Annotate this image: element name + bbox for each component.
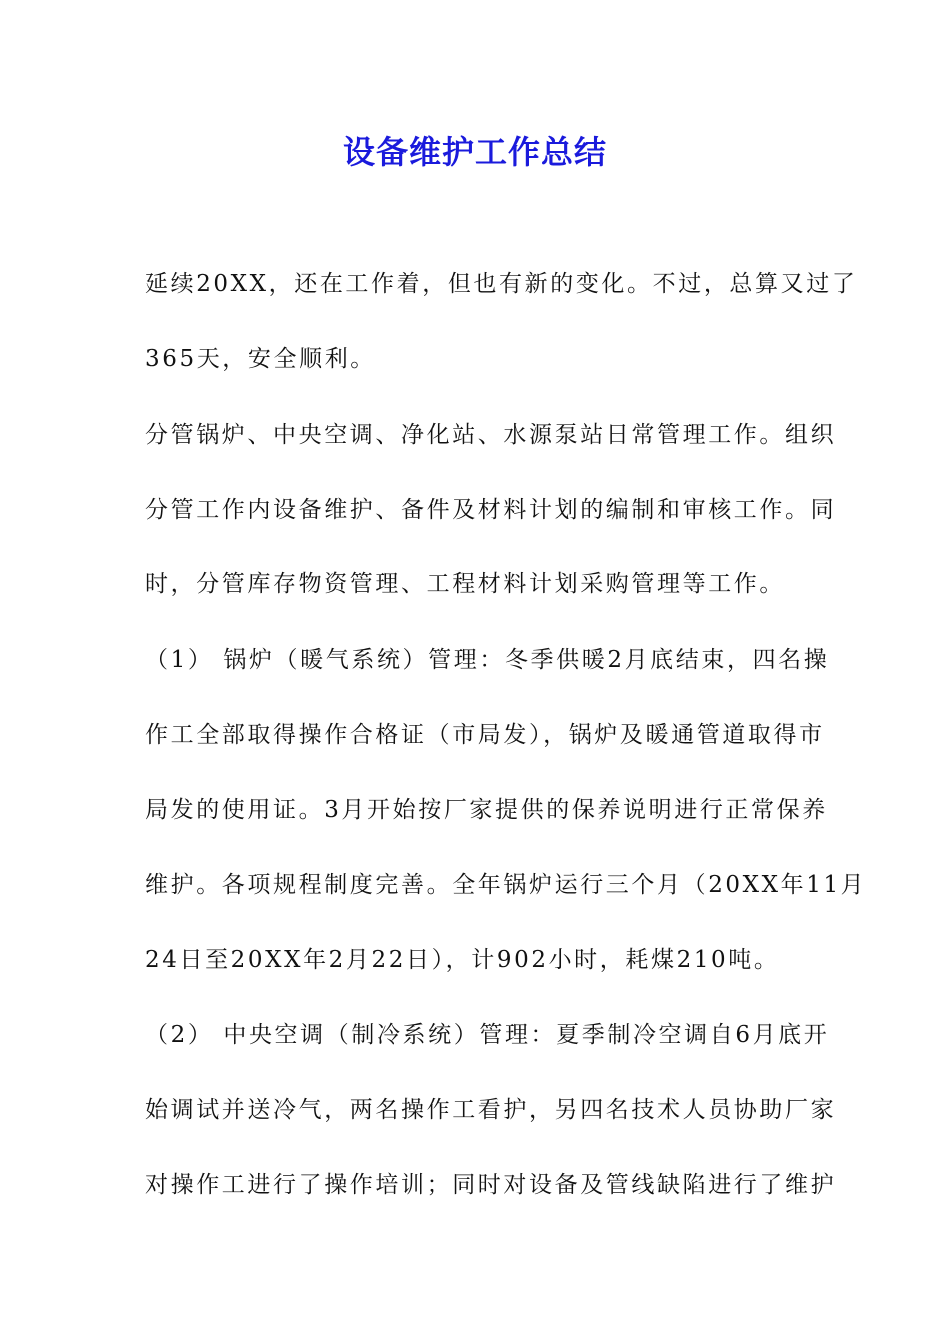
body-text-line: 24日至20XX年2月22日），计902小时，耗煤210吨。 [145,947,780,973]
body-text-line: 对操作工进行了操作培训；同时对设备及管线缺陷进行了维护 [145,1172,837,1198]
body-text-line: 局发的使用证。3月开始按厂家提供的保养说明进行正常保养 [145,797,828,823]
body-text-line: （1） 锅炉（暖气系统）管理：冬季供暖2月底结束，四名操 [145,647,830,673]
body-text-line: 分管锅炉、中央空调、净化站、水源泵站日常管理工作。组织 [145,422,837,448]
body-text-line: 分管工作内设备维护、备件及材料计划的编制和审核工作。同 [145,497,837,523]
document-title: 设备维护工作总结 [342,133,607,171]
body-text-line: （2） 中央空调（制冷系统）管理：夏季制冷空调自6月底开 [145,1022,830,1048]
body-text-line: 时，分管库存物资管理、工程材料计划采购管理等工作。 [145,571,785,597]
body-text-line: 维护。各项规程制度完善。全年锅炉运行三个月（20XX年11月 [145,872,867,898]
body-text-line: 延续20XX，还在工作着，但也有新的变化。不过，总算又过了 [145,271,858,297]
body-text-line: 365天，安全顺利。 [145,346,376,372]
body-text-line: 作工全部取得操作合格证（市局发），锅炉及暖通管道取得市 [145,722,825,748]
body-text-line: 始调试并送冷气，两名操作工看护，另四名技术人员协助厂家 [145,1097,837,1123]
